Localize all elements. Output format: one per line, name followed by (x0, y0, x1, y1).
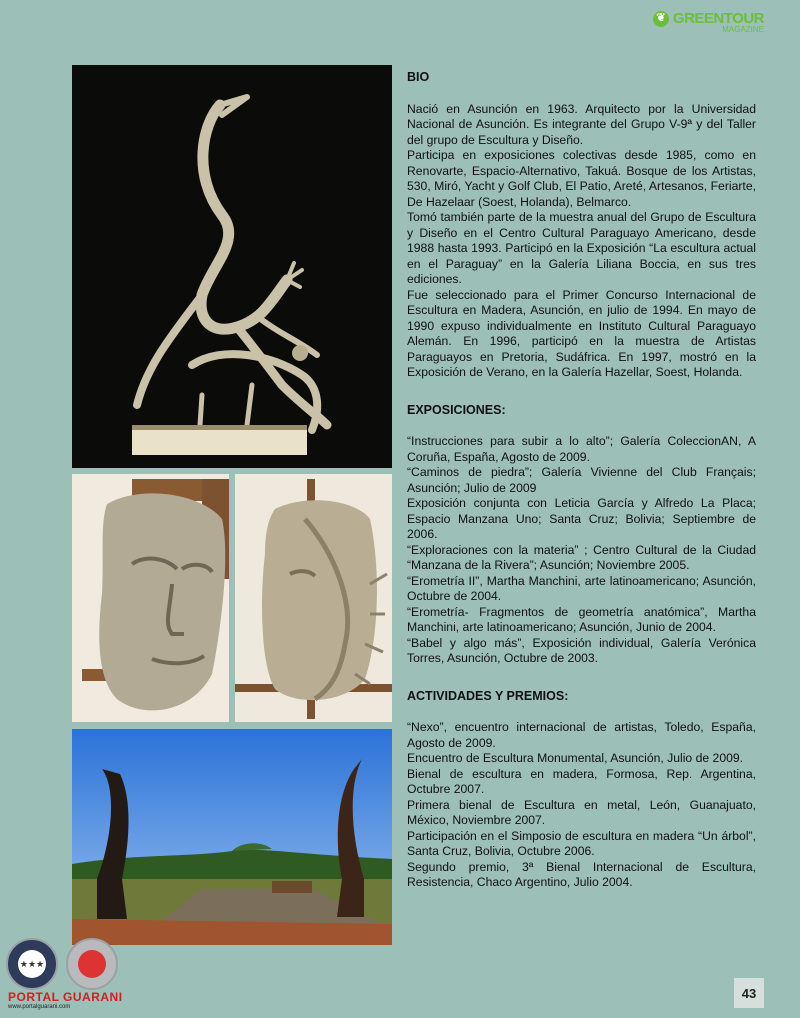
bio-section (407, 70, 756, 381)
exposicion-item: “Babel y algo más”, Exposición individual, Galería Verónica Torres, Asunción, Octubre de 2003. (407, 635, 756, 665)
portal-url: www.portalguarani.com (8, 1004, 71, 1010)
actividad-item: Bienal de escultura en madera, Formosa, Rep. Argentina, Octubre 2007. (407, 766, 756, 796)
brand-sub: MAGAZINE (722, 25, 764, 34)
leaf-logo-icon: ❦ (653, 11, 669, 27)
seal-icon (6, 938, 58, 990)
actividad-item: Participación en el Simposio de escultura en madera “Un árbol”, Santa Cruz, Bolivia, Octubre 2006. (407, 828, 756, 858)
exposiciones-heading: EXPOSICIONES: (407, 402, 506, 417)
flag-icon (78, 950, 106, 978)
actividades-heading: ACTIVIDADES Y PREMIOS: (407, 688, 569, 703)
bio-paragraph: Tomó también parte de la muestra anual del Grupo de Escultura y Diseño en el Centro Cultural Paraguayo Americano, desde 1988 hasta 1993. Participó en la Exposición “La escultura actual en el Paraguay” en la Galería Liliana Boccia, en sus tres ediciones. (407, 210, 756, 286)
exposicion-item: “Exploraciones con la materia” ; Centro Cultural de la Ciudad “Manzana de la Rivera”; Asunción; Noviembre 2005. (407, 542, 756, 572)
portal-name: PORTAL GUARANI (8, 990, 123, 1004)
face-sculpture-photo-1 (72, 474, 229, 722)
exposicion-item: “Instrucciones para subir a lo alto”; Galería ColeccionAN, A Coruña, España, Agosto de 2009. (407, 434, 756, 464)
bio-heading: BIO (407, 70, 430, 84)
actividad-item: Encuentro de Escultura Monumental, Asunción, Julio de 2009. (407, 751, 744, 765)
article-text (407, 70, 756, 905)
exposiciones-section (407, 403, 756, 667)
page-number: 43 (734, 978, 764, 1008)
brand-name: GREENTOUR (672, 10, 764, 27)
monumental-sculpture-photo (72, 729, 392, 945)
bio-paragraph: Participa en exposiciones colectivas desde 1985, como en Renovarte, Espacio-Alternativo, Takuá. Bosque de los Artistas, 530, Miró, Yacht y Golf Club, El Patio, Areté, Artesanos, Feriarte, De Hazelaar (Soest, Holanda), Belmarco. (407, 148, 756, 209)
exposicion-item: “Erometría II”, Martha Manchini, arte latinoamericano; Asunción, Octubre de 2004. (407, 573, 756, 603)
magazine-brand (653, 10, 764, 34)
actividad-item: “Nexo”, encuentro internacional de artistas, Toledo, España, Agosto de 2009. (407, 720, 756, 750)
sculpture-photo (72, 65, 392, 468)
portal-guarani-logo (8, 990, 128, 1010)
exposicion-item: “Caminos de piedra”; Galería Vivienne del Club Français; Asunción; Julio de 2009 (407, 465, 756, 495)
exposicion-item: “Erometría- Fragmentos de geometría anatómica”, Martha Manchini, arte latinoamericano; Asunción, Junio de 2004. (407, 604, 756, 634)
exposicion-item: Exposición conjunta con Leticia García y Alfredo La Placa; Espacio Manzana Uno; Santa Cruz; Bolivia; Septiembre de 2006. (407, 496, 756, 541)
bio-paragraph: Nació en Asunción en 1963. Arquitecto por la Universidad Nacional de Asunción. Es integrante del Grupo V-9ª y del Taller del grupo de Escultura y Diseño. (407, 101, 756, 147)
footer-seals (6, 938, 118, 990)
seal-icon (66, 938, 118, 990)
actividad-item: Primera bienal de Escultura en metal, León, Guanajuato, México, Noviembre 2007. (407, 797, 756, 827)
star-icon: ★★★ (18, 950, 46, 978)
face-sculpture-photo-2 (235, 474, 392, 722)
actividades-section (407, 689, 756, 891)
actividad-item: Segundo premio, 3ª Bienal Internacional de Escultura, Resistencia, Chaco Argentino, Julio 2004. (407, 859, 756, 889)
bio-paragraph: Fue seleccionado para el Primer Concurso Internacional de Escultura en Madera, Asunción, en julio de 1994. En mayo de 1990 expuso individualmente en Instituto Cultural Paraguayo Alemán. En 1996, participó en la muestra de Artistas Paraguayos en Pretoria, Sudáfrica. En 1997, mostró en la Exposición de Verano, en la Galería Hazellar, Soest, Holanda. (407, 287, 756, 379)
